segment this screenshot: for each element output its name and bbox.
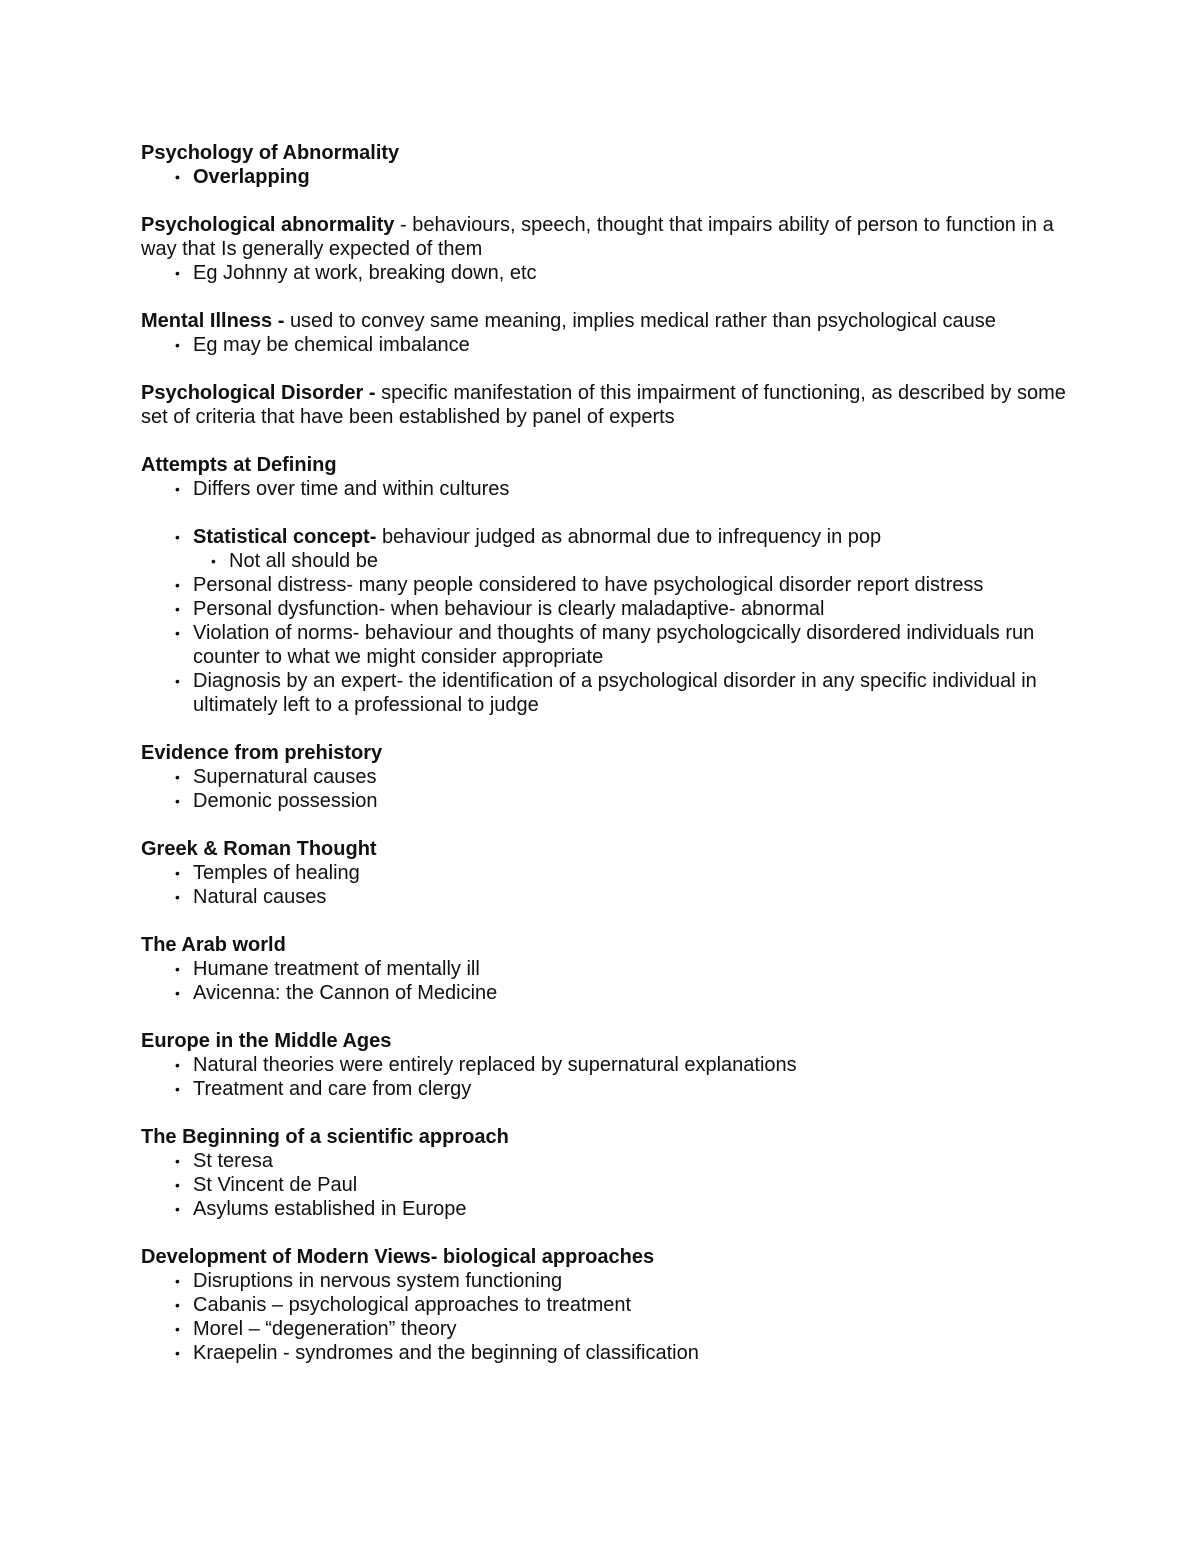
definition-paragraph (141, 381, 1071, 429)
section-heading: Evidence from prehistory (141, 742, 383, 764)
definition-term: Psychological abnormality (141, 214, 395, 236)
section-mental-illness (141, 309, 1071, 357)
section-heading: Attempts at Defining (141, 454, 337, 476)
list-item (193, 525, 1071, 573)
list-item: • Eg may be chemical imbalance (193, 333, 1071, 357)
bullet-list (141, 1053, 1071, 1101)
list-item: • Temples of healing (193, 861, 1071, 885)
section-evidence-from-prehistory (141, 741, 1071, 813)
bullet-list (141, 261, 1071, 285)
list-item: • Violation of norms- behaviour and thoughts of many psychologcically disordered individuals run counter to what we might consider appropriate (193, 621, 1071, 669)
section-heading: Psychology of Abnormality (141, 142, 400, 164)
section-europe-middle-ages (141, 1029, 1071, 1101)
sub-list-item: • Not all should be (229, 549, 1071, 573)
list-item: • Treatment and care from clergy (193, 1077, 1071, 1101)
list-item: • St Vincent de Paul (193, 1173, 1071, 1197)
list-item: • Eg Johnny at work, breaking down, etc (193, 261, 1071, 285)
section-arab-world (141, 933, 1071, 1005)
list-item: • Overlapping (193, 165, 1071, 189)
list-item: • Asylums established in Europe (193, 1197, 1071, 1221)
list-item: • Natural causes (193, 885, 1071, 909)
definition-text: - behaviours, speech, thought that impairs ability of person to function in a way that Is generally expected of them (141, 214, 1054, 260)
section-attempts-at-defining (141, 453, 1071, 717)
section-modern-views (141, 1245, 1071, 1365)
list-item: • Disruptions in nervous system functioning (193, 1269, 1071, 1293)
bullet-list (141, 477, 1071, 717)
list-item: • Kraepelin - syndromes and the beginning of classification (193, 1341, 1071, 1365)
list-item: • Personal distress- many people considered to have psychological disorder report distress (193, 573, 1071, 597)
section-heading: The Beginning of a scientific approach (141, 1126, 509, 1148)
bullet-list (141, 165, 1071, 189)
bullet-list (141, 861, 1071, 909)
list-item: • Cabanis – psychological approaches to treatment (193, 1293, 1071, 1317)
section-heading: Greek & Roman Thought (141, 838, 377, 860)
definition-paragraph (141, 309, 1071, 333)
list-item: • Personal dysfunction- when behaviour is clearly maladaptive- abnormal (193, 597, 1071, 621)
definition-term: Psychological Disorder - (141, 382, 382, 404)
section-psychological-disorder (141, 381, 1071, 429)
definition-text: specific manifestation of this impairment of functioning, as described by some set of criteria that have been established by panel of experts (141, 382, 1066, 428)
sub-bullet-list (193, 549, 1071, 573)
list-item: • Morel – “degeneration” theory (193, 1317, 1071, 1341)
bullet-list (141, 1269, 1071, 1365)
section-heading: Development of Modern Views- biological approaches (141, 1246, 655, 1268)
list-item: • Diagnosis by an expert- the identification of a psychological disorder in any specific individual in ultimately left to a professional to judge (193, 669, 1071, 717)
section-greek-roman-thought (141, 837, 1071, 909)
bullet-list (141, 765, 1071, 813)
section-psychological-abnormality (141, 213, 1071, 285)
list-item: • Differs over time and within cultures (193, 477, 1071, 501)
list-item: • St teresa (193, 1149, 1071, 1173)
list-item-term: Statistical concept- (193, 526, 382, 548)
list-item: • Natural theories were entirely replaced by supernatural explanations (193, 1053, 1071, 1077)
bullet-list (141, 333, 1071, 357)
section-heading: The Arab world (141, 934, 286, 956)
section-heading: Europe in the Middle Ages (141, 1030, 392, 1052)
list-item: • Supernatural causes (193, 765, 1071, 789)
section-scientific-approach (141, 1125, 1071, 1221)
section-psychology-of-abnormality (141, 141, 1071, 189)
definition-term: Mental Illness - (141, 310, 290, 332)
list-item-text: behaviour judged as abnormal due to infrequency in pop (381, 526, 882, 548)
document-page (141, 141, 1071, 1389)
list-item: • Demonic possession (193, 789, 1071, 813)
bullet-list (141, 957, 1071, 1005)
definition-text: used to convey same meaning, implies medical rather than psychological cause (289, 310, 996, 332)
bullet-list (141, 1149, 1071, 1221)
definition-paragraph (141, 213, 1071, 261)
list-item: • Avicenna: the Cannon of Medicine (193, 981, 1071, 1005)
list-item: • Humane treatment of mentally ill (193, 957, 1071, 981)
